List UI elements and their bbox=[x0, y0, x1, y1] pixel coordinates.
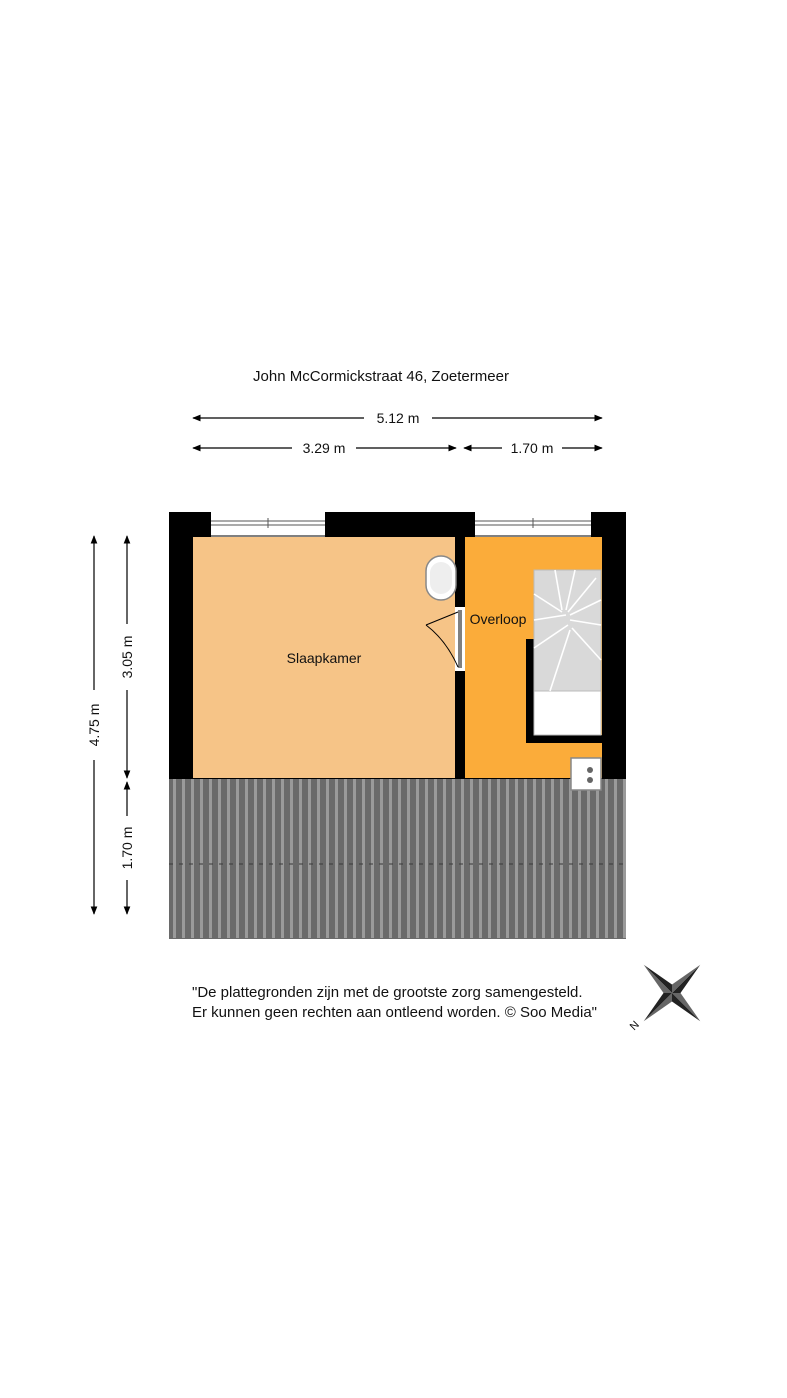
roof-stripe bbox=[452, 779, 455, 938]
roof-stripe bbox=[380, 779, 383, 938]
dimension-top-right-label: 1.70 m bbox=[510, 440, 554, 456]
roof-stripe bbox=[389, 779, 392, 938]
roof-stripe bbox=[326, 779, 329, 938]
roof-stripe bbox=[461, 779, 464, 938]
disclaimer-line-2: Er kunnen geen rechten aan ontleend worden. © Soo Media" bbox=[192, 1004, 597, 1021]
roof-stripe bbox=[371, 779, 374, 938]
roof-stripe bbox=[272, 779, 275, 938]
dimension-left-total-label: 4.75 m bbox=[86, 703, 102, 747]
dimension-top-right bbox=[464, 440, 602, 456]
roof-stripe bbox=[524, 779, 527, 938]
dimension-top-left-label: 3.29 m bbox=[302, 440, 346, 456]
roof-stripe bbox=[200, 779, 203, 938]
roof-stripe bbox=[344, 779, 347, 938]
roof-stripe bbox=[353, 779, 356, 938]
dimension-top-left bbox=[193, 440, 456, 456]
roof-stripe bbox=[416, 779, 419, 938]
roof-stripe bbox=[299, 779, 302, 938]
roof-stripe bbox=[587, 779, 590, 938]
roof-stripe bbox=[362, 779, 365, 938]
roof-stripe bbox=[218, 779, 221, 938]
room-label-landing: Overloop bbox=[469, 611, 527, 627]
room-label-bedroom: Slaapkamer bbox=[286, 650, 362, 666]
roof-stripe bbox=[308, 779, 311, 938]
dimension-left-upper-label: 3.05 m bbox=[119, 635, 135, 679]
roof-stripe bbox=[407, 779, 410, 938]
roof-stripe bbox=[542, 779, 545, 938]
dimension-top-total bbox=[193, 410, 602, 426]
roof-stripe bbox=[173, 779, 176, 938]
roof-stripe bbox=[533, 779, 536, 938]
roof-stripe bbox=[479, 779, 482, 938]
roof-stripe bbox=[443, 779, 446, 938]
roof-area bbox=[169, 778, 626, 939]
roof-stripe bbox=[569, 779, 572, 938]
plan-title: John McCormickstraat 46, Zoetermeer bbox=[253, 368, 509, 385]
roof-stripe bbox=[398, 779, 401, 938]
roof-stripe bbox=[470, 779, 473, 938]
roof-stripe bbox=[263, 779, 266, 938]
sink-icon bbox=[426, 556, 456, 600]
roof-stripe bbox=[497, 779, 500, 938]
staircase bbox=[526, 570, 602, 743]
roof-stripe bbox=[578, 779, 581, 938]
window-landing bbox=[475, 512, 591, 537]
dimension-left-lower-label: 1.70 m bbox=[119, 826, 135, 870]
roof-stripe bbox=[227, 779, 230, 938]
roof-stripe bbox=[434, 779, 437, 938]
dimension-left-lower bbox=[119, 782, 135, 914]
roof-stripe bbox=[506, 779, 509, 938]
dimension-left-upper bbox=[119, 536, 135, 778]
roof-stripe bbox=[614, 779, 617, 938]
roof-stripe bbox=[335, 779, 338, 938]
roof-stripe bbox=[623, 779, 626, 938]
roof-stripe bbox=[236, 779, 239, 938]
roof-stripe bbox=[605, 779, 608, 938]
roof-stripe bbox=[560, 779, 563, 938]
roof-stripe bbox=[182, 779, 185, 938]
roof-stripe bbox=[254, 779, 257, 938]
dimension-left-total bbox=[86, 536, 102, 914]
roof-stripe bbox=[596, 779, 599, 938]
boiler-icon bbox=[571, 758, 601, 790]
roof-stripe bbox=[191, 779, 194, 938]
roof-stripe bbox=[209, 779, 212, 938]
roof-stripe bbox=[290, 779, 293, 938]
compass-rose-icon bbox=[615, 936, 728, 1049]
roof-stripe bbox=[551, 779, 554, 938]
dimension-top-total-label: 5.12 m bbox=[376, 410, 420, 426]
disclaimer-line-1: "De plattegronden zijn met de grootste zorg samengesteld. bbox=[192, 984, 583, 1001]
roof-stripe bbox=[425, 779, 428, 938]
roof-stripe bbox=[488, 779, 491, 938]
roof-stripe bbox=[245, 779, 248, 938]
window-bedroom bbox=[211, 512, 325, 537]
roof-stripe bbox=[281, 779, 284, 938]
roof-stripe bbox=[515, 779, 518, 938]
roof-stripe bbox=[317, 779, 320, 938]
compass-north-label: N bbox=[627, 1018, 642, 1033]
